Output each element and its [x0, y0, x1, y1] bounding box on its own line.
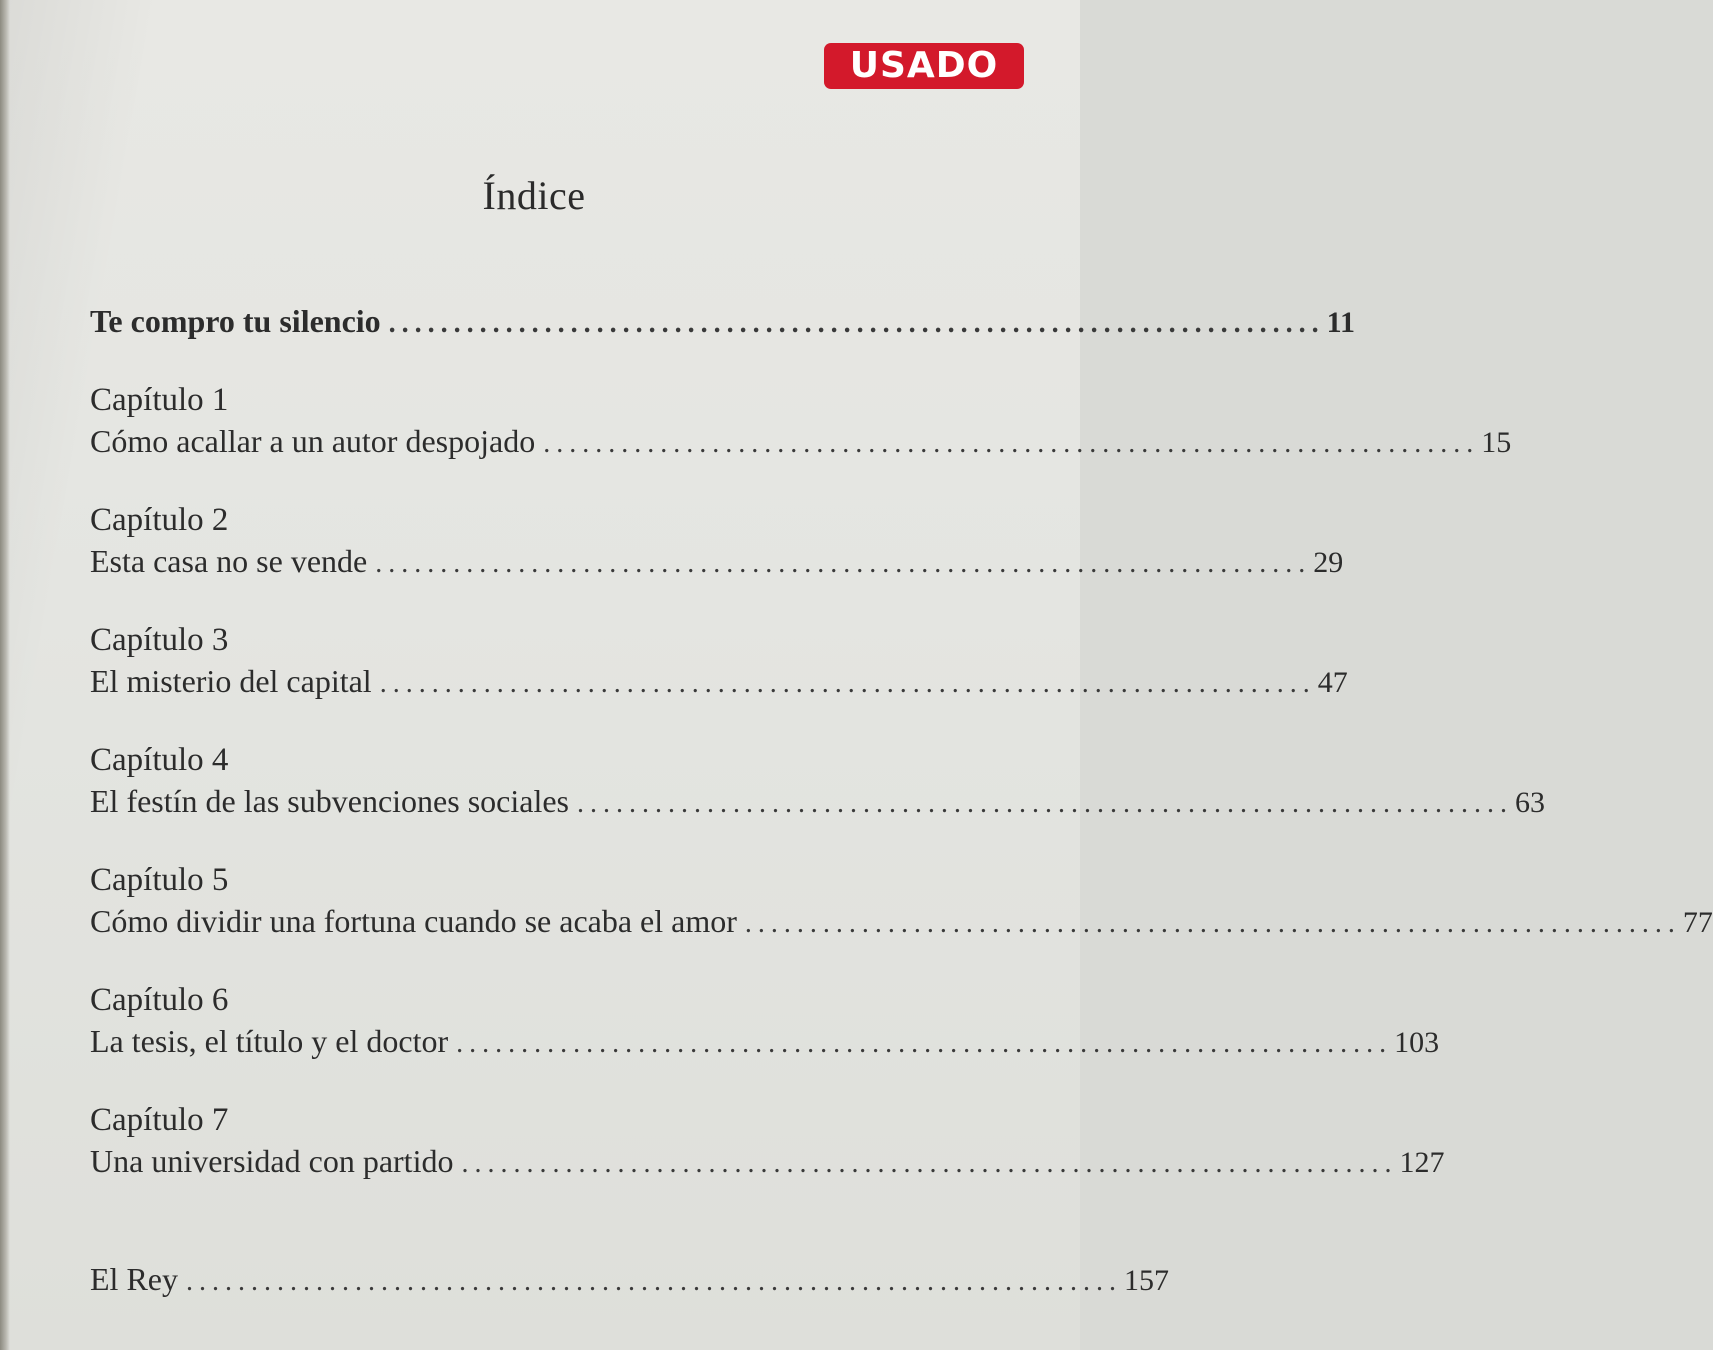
toc-entry-chapter-2 [90, 500, 1344, 582]
toc-line [90, 420, 1512, 462]
chapter-label: Capítulo 7 [90, 1102, 229, 1138]
page-number: 11 [1326, 306, 1356, 339]
dot-leader: ........................................................................ [461, 1148, 1398, 1179]
toc-entry-epilogue [90, 1258, 1169, 1300]
chapter-label: Capítulo 2 [90, 502, 229, 538]
toc-line [90, 1140, 1445, 1182]
toc-line [90, 1258, 1169, 1300]
dot-leader: ........................................................................ [185, 1266, 1122, 1297]
chapter-label: Capítulo 3 [90, 622, 229, 658]
entry-title: Esta casa no se vende [90, 543, 368, 579]
dot-leader: ........................................................................ [543, 428, 1480, 459]
page-number: 29 [1313, 546, 1344, 579]
dot-leader: ........................................................................ [456, 1028, 1393, 1059]
toc-line [90, 660, 1348, 702]
toc-entry-chapter-6 [90, 980, 1440, 1062]
chapter-label: Capítulo 1 [90, 382, 229, 418]
dot-leader: ........................................................................ [388, 308, 1325, 339]
page-title: Índice [482, 173, 586, 218]
toc-line [90, 780, 1545, 822]
entry-title: El festín de las subvenciones sociales [90, 783, 569, 819]
entry-title: Cómo acallar a un autor despojado [90, 423, 536, 459]
page-number: 77 [1682, 906, 1713, 939]
toc-entry-chapter-4 [90, 740, 1545, 822]
entry-title: Una universidad con partido [90, 1143, 454, 1179]
entry-title: Cómo dividir una fortuna cuando se acaba el amor [90, 903, 737, 939]
toc-entry-chapter-7 [90, 1100, 1445, 1182]
toc-line [90, 1020, 1440, 1062]
page-number: 157 [1123, 1264, 1169, 1297]
toc-entry-chapter-1 [90, 380, 1512, 462]
entry-title: La tesis, el título y el doctor [90, 1023, 449, 1059]
page-number: 15 [1481, 426, 1512, 459]
page-number: 127 [1399, 1146, 1445, 1179]
chapter-label: Capítulo 4 [90, 742, 229, 778]
table-of-contents [90, 0, 1713, 1350]
dot-leader: ........................................................................ [379, 668, 1316, 699]
dot-leader: ........................................................................ [576, 788, 1513, 819]
toc-entry-chapter-3 [90, 620, 1348, 702]
chapter-label: Capítulo 6 [90, 982, 229, 1018]
toc-entry-chapter-5 [90, 860, 1713, 942]
page-number: 103 [1394, 1026, 1440, 1059]
used-badge: USADO [824, 43, 1024, 89]
page-number: 47 [1317, 666, 1348, 699]
dot-leader: ........................................................................ [744, 908, 1681, 939]
toc-entry-intro [90, 300, 1356, 342]
page-number: 63 [1514, 786, 1545, 819]
toc-line [90, 900, 1713, 942]
entry-title: El Rey [90, 1261, 178, 1297]
dot-leader: ........................................................................ [375, 548, 1312, 579]
entry-title: Te compro tu silencio [90, 303, 381, 339]
toc-line [90, 540, 1344, 582]
chapter-label: Capítulo 5 [90, 862, 229, 898]
entry-title: El misterio del capital [90, 663, 372, 699]
toc-line [90, 300, 1356, 342]
